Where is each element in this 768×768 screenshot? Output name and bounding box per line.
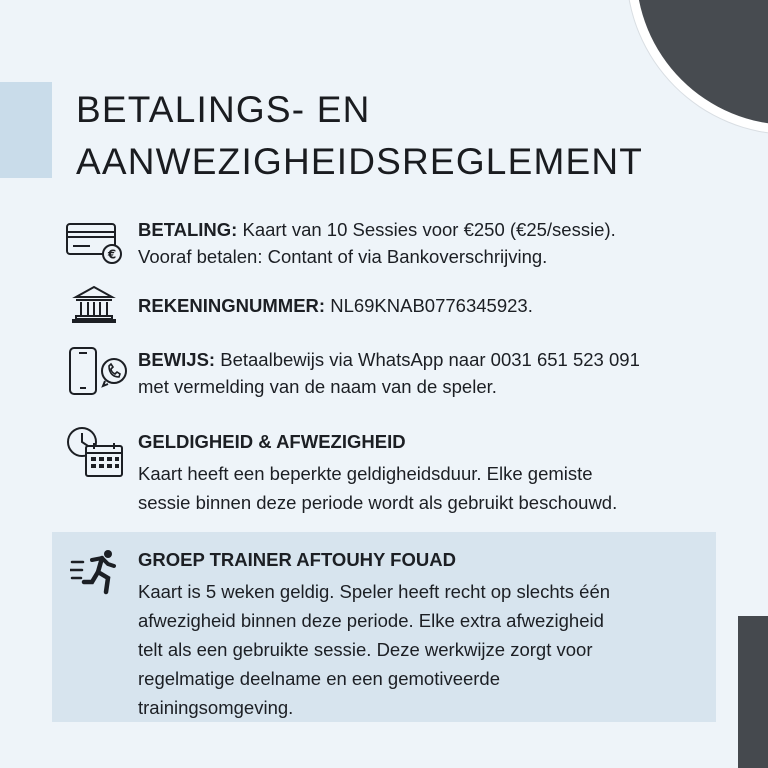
section-groep-trainer (64, 546, 724, 716)
groep-heading: GROEP TRAINER AFTOUHY FOUAD (138, 549, 456, 570)
bank-icon (70, 284, 128, 324)
section-geldigheid (64, 428, 724, 518)
clock-calendar-icon (64, 424, 128, 480)
title-line-2: AANWEZIGHEIDSREGLEMENT (76, 141, 644, 182)
bewijs-line-2: met vermelding van de naam van de speler. (138, 376, 497, 397)
geldigheid-heading: GELDIGHEID & AFWEZIGHEID (138, 431, 406, 452)
decorative-accent-block (0, 82, 52, 178)
bewijs-line-1: Betaalbewijs via WhatsApp naar 0031 651 523 091 (220, 349, 640, 370)
title-line-1: BETALINGS- EN (76, 89, 371, 130)
bewijs-label: BEWIJS: (138, 349, 216, 370)
groep-line-4: regelmatige deelname en een gemotiveerde (138, 668, 501, 689)
rekeningnummer-label: REKENINGNUMMER: (138, 295, 326, 316)
geldigheid-line-2: sessie binnen deze periode wordt als gebruikt beschouwd. (138, 492, 618, 513)
section-bewijs (64, 346, 724, 406)
geldigheid-line-1: Kaart heeft een beperkte geldigheidsduur. Elke gemiste (138, 463, 593, 484)
credit-card-euro-icon (64, 216, 126, 266)
betaling-label: BETALING: (138, 219, 238, 240)
groep-line-2: afwezigheid binnen deze periode. Elke extra afwezigheid (138, 610, 604, 631)
section-rekeningnummer (64, 292, 724, 332)
decorative-side-bar (738, 616, 768, 768)
decorative-circle (636, 0, 768, 125)
rekeningnummer-value: NL69KNAB0776345923. (330, 295, 533, 316)
groep-line-1: Kaart is 5 weken geldig. Speler heeft recht op slechts één (138, 581, 611, 602)
section-betaling (64, 216, 724, 276)
phone-whatsapp-icon (68, 346, 134, 398)
betaling-line-1: Kaart van 10 Sessies voor €250 (€25/sessie). (242, 219, 616, 240)
svg-text:€: € (107, 247, 117, 262)
page-title (76, 84, 643, 188)
running-person-icon (70, 550, 128, 598)
groep-line-5: trainingsomgeving. (138, 697, 294, 718)
groep-line-3: telt als een gebruikte sessie. Deze werkwijze zorgt voor (138, 639, 593, 660)
betaling-line-2: Vooraf betalen: Contant of via Bankoverschrijving. (138, 246, 548, 267)
